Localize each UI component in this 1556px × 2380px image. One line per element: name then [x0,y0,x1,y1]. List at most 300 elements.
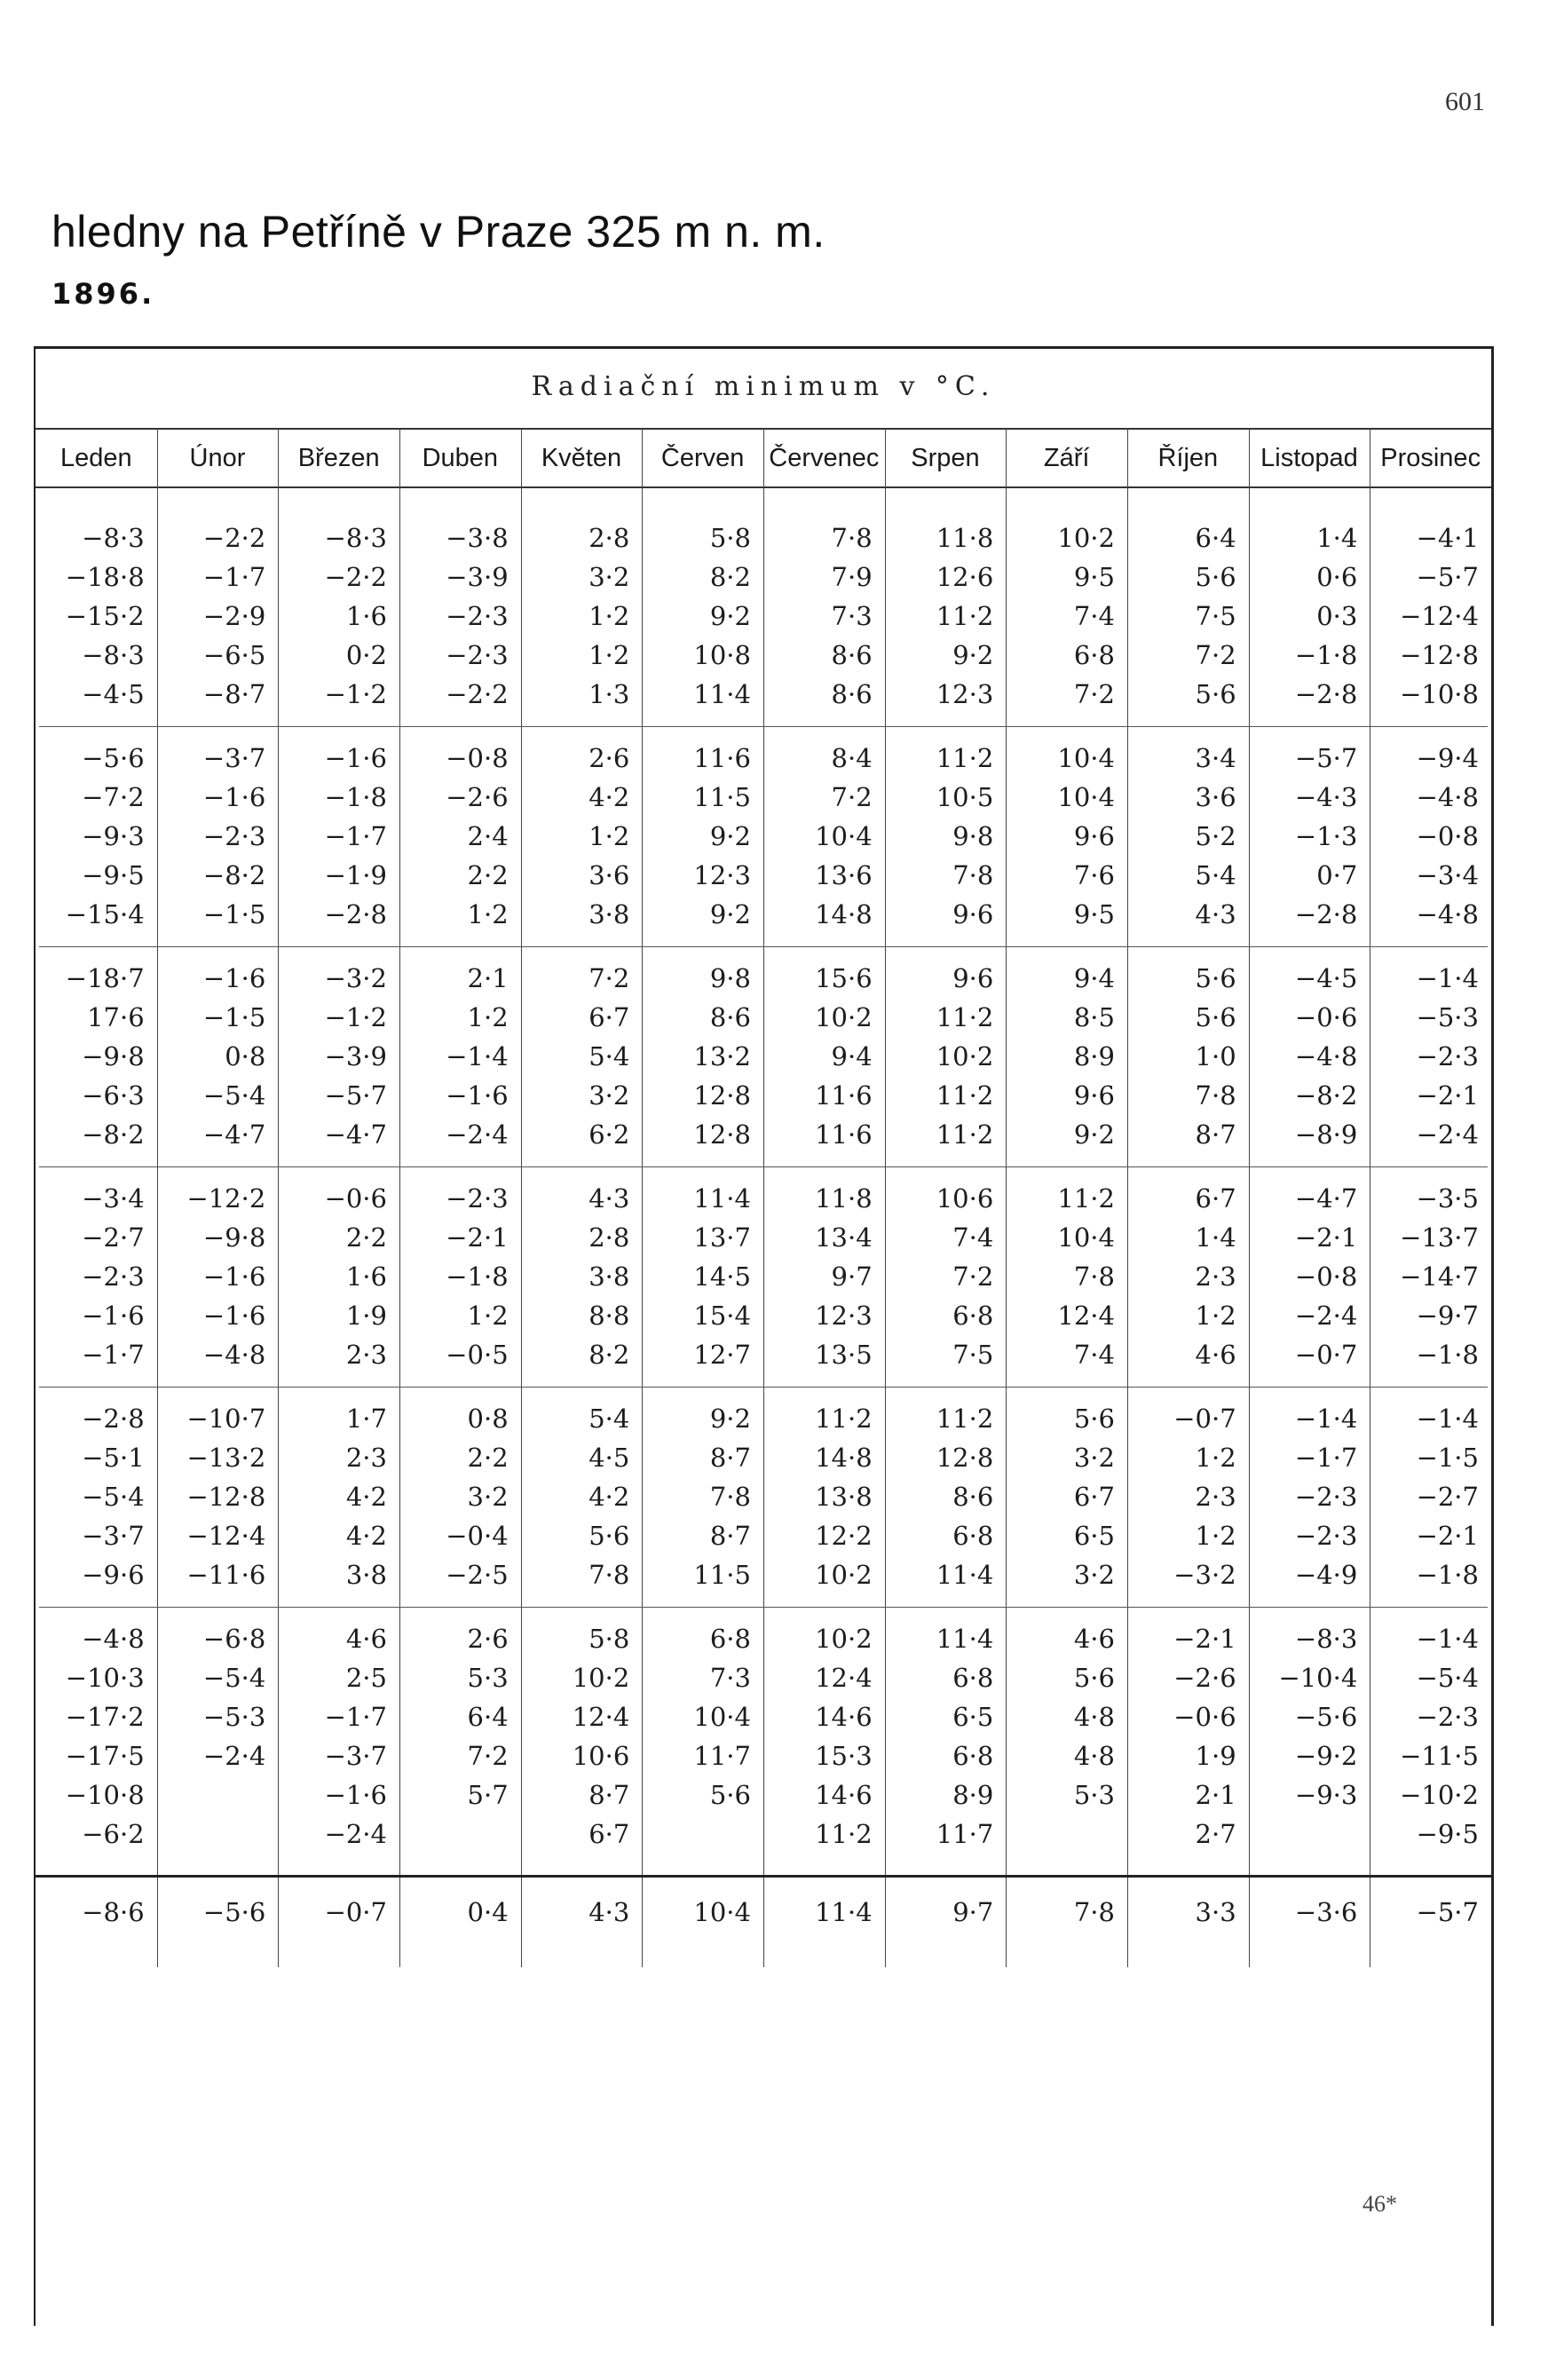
table-cell: 10·2 [815,1624,873,1654]
table-cell: −6·8 [202,1624,266,1654]
table-cell: −8·9 [1294,1119,1358,1150]
table-cell: −14·7 [1400,1261,1479,1292]
table-cell: 1·2 [588,821,630,851]
table-cell: 2·8 [588,523,630,553]
table-cell: 2·3 [345,1340,387,1370]
table-cell: 10·4 [1057,743,1115,773]
table-cell: −13·2 [186,1443,266,1473]
table-cell: 6·7 [588,1819,630,1849]
monthly-mean-cell: 0·4 [467,1897,509,1927]
table-cell: 6·5 [1073,1521,1115,1551]
table-cell: −3·2 [1173,1560,1236,1590]
table-cell: −2·7 [82,1222,145,1253]
table-cell: 4·2 [345,1482,387,1512]
table-cell: 4·3 [1195,899,1236,929]
table-cell: −9·3 [1294,1780,1358,1810]
table-cell: 10·8 [693,640,751,670]
table-cell: 7·5 [1195,601,1236,631]
table-cell: 3·2 [588,1080,630,1111]
table-cell: 1·3 [588,679,630,709]
table-cell: 0·8 [467,1403,509,1434]
table-cell: 1·2 [467,1002,509,1032]
column-header: Prosinec [1380,444,1481,472]
table-cell: −9·5 [82,860,145,890]
table-cell: −0·6 [1294,1002,1358,1032]
table-cell: 11·2 [936,1119,994,1150]
table-cell: −10·7 [186,1403,266,1434]
table-cell: −18·8 [65,562,145,592]
table-cell: 4·2 [345,1521,387,1551]
group-divider [39,946,1488,947]
table-cell: 2·2 [467,1443,509,1473]
table-cell: 1·6 [345,601,387,631]
table-cell: −3·2 [324,963,387,993]
table-cell: −2·4 [324,1819,387,1849]
table-cell: −3·8 [446,523,509,553]
table-cell: −8·3 [82,640,145,670]
table-cell: 8·7 [709,1521,751,1551]
table-cell: −2·1 [1416,1521,1479,1551]
table-cell: 7·5 [952,1340,994,1370]
monthly-mean-cell: 11·4 [815,1897,873,1927]
table-cell: 3·4 [1195,743,1236,773]
table-cell: 0·6 [1316,562,1358,592]
table-cell: 2·6 [588,743,630,773]
monthly-mean-cell: −8·6 [82,1897,145,1927]
table-cell: 10·6 [936,1183,994,1214]
table-cell: 5·4 [1195,860,1236,890]
table-cell: −1·8 [446,1261,509,1292]
table-cell: 5·8 [588,1624,630,1654]
table-cell: −2·4 [446,1119,509,1150]
table-cell: −1·6 [324,743,387,773]
table-cell: 6·7 [588,1002,630,1032]
table-cell: 5·6 [1195,562,1236,592]
table-cell: 2·3 [1195,1482,1236,1512]
table-cell: 6·4 [467,1702,509,1732]
table-cell: 4·6 [1195,1340,1236,1370]
table-cell: 11·5 [693,1560,751,1590]
table-cell: 3·6 [588,860,630,890]
table-cell: 9·6 [1073,1080,1115,1111]
table-cell: −1·7 [324,821,387,851]
table-cell: −4·5 [82,679,145,709]
table-cell: 11·7 [936,1819,994,1849]
table-cell: 8·7 [588,1780,630,1810]
table-cell: −1·6 [202,782,266,812]
table-cell: −9·6 [82,1560,145,1590]
table-cell: −9·3 [82,821,145,851]
table-cell: −2·4 [202,1741,266,1771]
monthly-mean-cell: 10·4 [693,1897,751,1927]
monthly-mean-cell: −5·7 [1416,1897,1479,1927]
table-cell: 7·4 [952,1222,994,1253]
table-cell: −2·3 [446,640,509,670]
table-cell: 3·2 [1073,1443,1115,1473]
table-cell: 8·2 [588,1340,630,1370]
table-cell: 4·8 [1073,1741,1115,1771]
year-label: 1896. [51,277,155,311]
table-cell: −4·3 [1294,782,1358,812]
table-cell: −0·4 [446,1521,509,1551]
column-header: Únor [189,444,246,472]
table-cell: 7·2 [1073,679,1115,709]
table-cell: 9·5 [1073,562,1115,592]
table-cell: −1·8 [324,782,387,812]
table-cell: 12·7 [693,1340,751,1370]
table-cell: 11·4 [936,1560,994,1590]
table-cell: 2·2 [345,1222,387,1253]
table-cell: 3·8 [588,899,630,929]
table-cell: −1·6 [202,963,266,993]
table-cell: 5·6 [588,1521,630,1551]
column-header: Leden [60,444,132,472]
table-cell: 7·8 [1073,1261,1115,1292]
table-cell: 2·6 [467,1624,509,1654]
table-cell: −10·2 [1400,1780,1479,1810]
table-cell: 8·8 [588,1301,630,1331]
table-cell: 17·6 [87,1002,145,1032]
monthly-mean-cell: −5·6 [202,1897,266,1927]
table-cell: 1·7 [345,1403,387,1434]
table-cell: 7·8 [952,860,994,890]
table-cell: −2·6 [446,782,509,812]
table-cell: −8·3 [82,523,145,553]
table-cell: 11·8 [936,523,994,553]
table-top-rule [36,346,1491,349]
table-cell: 12·4 [572,1702,630,1732]
table-cell: 1·4 [1195,1222,1236,1253]
table-cell: 6·7 [1073,1482,1115,1512]
table-cell: −2·3 [1416,1702,1479,1732]
table-cell: 4·3 [588,1183,630,1214]
table-cell: −17·2 [65,1702,145,1732]
table-cell: 10·2 [936,1041,994,1071]
table-cell: −3·9 [446,562,509,592]
table-cell: 6·8 [952,1521,994,1551]
table-cell: 5·6 [1195,963,1236,993]
table-cell: −8·2 [82,1119,145,1150]
table-cell: 7·4 [1073,1340,1115,1370]
table-cell: −3·7 [82,1521,145,1551]
table-cell: −1·7 [82,1340,145,1370]
table-cell: 11·2 [936,743,994,773]
table-cell: 6·8 [709,1624,751,1654]
table-cell: −5·4 [82,1482,145,1512]
table-cell: 7·4 [1073,601,1115,631]
column-header: Červen [660,444,745,472]
signature-mark: 46* [1362,2191,1397,2217]
table-cell: −0·5 [446,1340,509,1370]
monthly-mean-cell: 4·3 [588,1897,630,1927]
table-cell: 14·8 [815,1443,873,1473]
table-cell: 11·2 [815,1403,873,1434]
totals-rule [36,1875,1491,1878]
table-cell: −1·6 [324,1780,387,1810]
table-cell: −1·5 [202,1002,266,1032]
table-cell: 5·6 [1073,1403,1115,1434]
table-cell: −1·4 [1416,1403,1479,1434]
table-cell: 3·2 [467,1482,509,1512]
table-cell: 11·2 [936,1080,994,1111]
table-cell: −9·4 [1416,743,1479,773]
table-cell: −2·5 [446,1560,509,1590]
table-cell: 8·9 [1073,1041,1115,1071]
table-cell: 9·5 [1073,899,1115,929]
table-cell: −1·5 [202,899,266,929]
table-cell [1249,1815,1358,1854]
table-cell: −12·8 [1400,640,1479,670]
table-cell: −9·8 [202,1222,266,1253]
table-cell: −2·7 [1416,1482,1479,1512]
table-cell: −8·3 [1294,1624,1358,1654]
table-cell: −1·4 [446,1041,509,1071]
table-cell: 0·2 [345,640,387,670]
table-cell: 1·9 [1195,1741,1236,1771]
table-cell: −9·7 [1416,1301,1479,1331]
page-number: 601 [1445,87,1485,116]
table-cell: 1·2 [1195,1443,1236,1473]
table-cell: −9·2 [1294,1741,1358,1771]
table-cell: 3·2 [1073,1560,1115,1590]
table-cell: −1·4 [1416,1624,1479,1654]
table-cell: −2·8 [1294,679,1358,709]
table-cell: −3·9 [324,1041,387,1071]
table-cell: −1·6 [82,1301,145,1331]
table-cell: −6·5 [202,640,266,670]
table-cell: 1·0 [1195,1041,1236,1071]
table-cell: −9·5 [1416,1819,1479,1849]
table-cell: 5·6 [1195,679,1236,709]
table-cell: −2·3 [1294,1521,1358,1551]
table-cell: 7·8 [1195,1080,1236,1111]
table-cell: −13·7 [1400,1222,1479,1253]
table-cell: 6·8 [952,1663,994,1693]
table-cell: 6·7 [1195,1183,1236,1214]
table-cell: 14·8 [815,899,873,929]
monthly-mean-cell: 7·8 [1073,1897,1115,1927]
table-cell: −17·5 [65,1741,145,1771]
table-cell: 7·2 [467,1741,509,1771]
table-cell: −3·4 [1416,860,1479,890]
table-cell: −10·4 [1278,1663,1358,1693]
table-cell: −8·3 [324,523,387,553]
table-cell: −0·6 [1173,1702,1236,1732]
column-header: Listopad [1260,444,1358,472]
table-cell: 13·6 [815,860,873,890]
table-cell: 12·8 [693,1119,751,1150]
table-cell: −12·4 [186,1521,266,1551]
table-cell: −7·2 [82,782,145,812]
table-cell: −2·1 [1173,1624,1236,1654]
table-cell: −1·8 [1416,1560,1479,1590]
table-cell: 13·5 [815,1340,873,1370]
table-cell: 7·3 [709,1663,751,1693]
table-cell: −2·2 [446,679,509,709]
table-cell: 15·3 [815,1741,873,1771]
table-cell: −0·6 [324,1183,387,1214]
table-cell: −5·7 [1294,743,1358,773]
table-cell: 12·4 [815,1663,873,1693]
table-cell: 8·2 [709,562,751,592]
table-cell: 5·3 [467,1663,509,1693]
table-cell [1006,1815,1115,1854]
table-cell: −4·9 [1294,1560,1358,1590]
table-cell: −2·1 [446,1222,509,1253]
table-cell: 9·2 [709,821,751,851]
table-cell: −8·2 [202,860,266,890]
table-cell: 11·2 [936,1002,994,1032]
table-cell: 9·6 [1073,821,1115,851]
table-cell: 2·2 [467,860,509,890]
table-cell: 3·2 [588,562,630,592]
table-cell: 9·2 [709,601,751,631]
table-cell: −1·8 [1294,640,1358,670]
table-cell: 9·2 [1073,1119,1115,1150]
table-cell: −2·3 [202,821,266,851]
table-cell: 11·6 [815,1080,873,1111]
group-divider [39,1387,1488,1388]
table-cell: −2·3 [82,1261,145,1292]
table-cell: 7·9 [831,562,873,592]
table-cell: 9·2 [952,640,994,670]
table-cell: −4·7 [324,1119,387,1150]
table-cell: −15·2 [65,601,145,631]
table-cell: 14·5 [693,1261,751,1292]
table-cell: 5·6 [709,1780,751,1810]
table-cell: −4·1 [1416,523,1479,553]
table-cell: 3·8 [345,1560,387,1590]
table-cell: −4·8 [1294,1041,1358,1071]
table-cell: −1·2 [324,1002,387,1032]
table-cell: 12·3 [936,679,994,709]
table-cell: 1·9 [345,1301,387,1331]
table-cell: 9·6 [952,899,994,929]
table-cell: 1·2 [1195,1301,1236,1331]
table-cell: −5·3 [202,1702,266,1732]
table-cell: −2·8 [1294,899,1358,929]
table-cell: 12·8 [936,1443,994,1473]
table-cell: 10·2 [572,1663,630,1693]
table-cell: 14·6 [815,1702,873,1732]
table-cell: 11·5 [693,782,751,812]
table-cell: −5·3 [1416,1002,1479,1032]
table-cell: −10·8 [1400,679,1479,709]
table-cell: 12·8 [693,1080,751,1111]
table-cell: 12·4 [1057,1301,1115,1331]
table-cell: −9·8 [82,1041,145,1071]
table-cell [399,1815,509,1854]
table-cell: 2·3 [345,1443,387,1473]
table-cell: −2·6 [1173,1663,1236,1693]
table-cell: 9·7 [831,1261,873,1292]
table-cell: −4·7 [1294,1183,1358,1214]
table-cell: 15·4 [693,1301,751,1331]
table-cell: 0·7 [1316,860,1358,890]
monthly-mean-cell: 9·7 [952,1897,994,1927]
table-cell: −1·4 [1294,1403,1358,1434]
table-cell: 11·7 [693,1741,751,1771]
table-cell: 11·2 [936,1403,994,1434]
table-cell: 1·2 [1195,1521,1236,1551]
table-cell: −1·5 [1416,1443,1479,1473]
table-cell: 1·4 [1316,523,1358,553]
table-cell: −1·6 [202,1301,266,1331]
table-cell: 7·2 [952,1261,994,1292]
table-cell: 8·6 [709,1002,751,1032]
table-cell: 4·5 [588,1443,630,1473]
table-cell: 10·5 [936,782,994,812]
table-cell: 1·2 [467,1301,509,1331]
table-cell: 7·3 [831,601,873,631]
table-cell: 9·2 [709,899,751,929]
table-caption: Radiační minimum v °C. [531,371,996,402]
table-cell: −3·7 [324,1741,387,1771]
table-cell: 8·5 [1073,1002,1115,1032]
table-cell: 10·6 [572,1741,630,1771]
group-divider [39,726,1488,727]
table-cell: −2·1 [1294,1222,1358,1253]
table-cell: 10·4 [1057,782,1115,812]
table-cell: 8·4 [831,743,873,773]
table-cell: 6·5 [952,1702,994,1732]
table-cell [157,1775,266,1815]
table-cell: 1·6 [345,1261,387,1292]
table-cell: 10·2 [815,1002,873,1032]
table-cell: 9·4 [831,1041,873,1071]
table-cell: −5·6 [82,743,145,773]
table-cell: −2·4 [1416,1119,1479,1150]
table-cell: 8·7 [709,1443,751,1473]
table-cell: 2·1 [1195,1780,1236,1810]
table-cell: −4·8 [82,1624,145,1654]
table-cell: −5·7 [324,1080,387,1111]
table-cell: 7·8 [831,523,873,553]
table-cell: 6·4 [1195,523,1236,553]
table-cell: −4·5 [1294,963,1358,993]
table-cell: −2·1 [1416,1080,1479,1111]
table-cell: 0·3 [1316,601,1358,631]
table-cell: 1·2 [588,640,630,670]
table-cell [642,1815,751,1854]
table-cell: 6·8 [952,1741,994,1771]
table-cell: 12·3 [815,1301,873,1331]
table-cell: −4·8 [1416,782,1479,812]
table-cell: −4·8 [202,1340,266,1370]
table-cell: −12·8 [186,1482,266,1512]
table-cell: 7·8 [588,1560,630,1590]
table-cell: −4·7 [202,1119,266,1150]
table-cell: −1·7 [202,562,266,592]
table-cell: 10·4 [693,1702,751,1732]
table-cell: −0·8 [446,743,509,773]
table-cell: −2·4 [1294,1301,1358,1331]
table-cell: 12·3 [693,860,751,890]
table-cell: −1·7 [1294,1443,1358,1473]
table-cell: 5·2 [1195,821,1236,851]
table-cell: 11·4 [693,1183,751,1214]
table-cell: −2·3 [1294,1482,1358,1512]
table-cell: −8·2 [1294,1080,1358,1111]
table-cell: 9·8 [709,963,751,993]
table-cell: −0·8 [1416,821,1479,851]
table-cell: 1·2 [588,601,630,631]
table-cell: −5·4 [1416,1663,1479,1693]
table-cell: −2·2 [324,562,387,592]
radiation-minimum-table [34,346,1494,2326]
table-cell: −1·9 [324,860,387,890]
column-header: Březen [297,444,380,472]
